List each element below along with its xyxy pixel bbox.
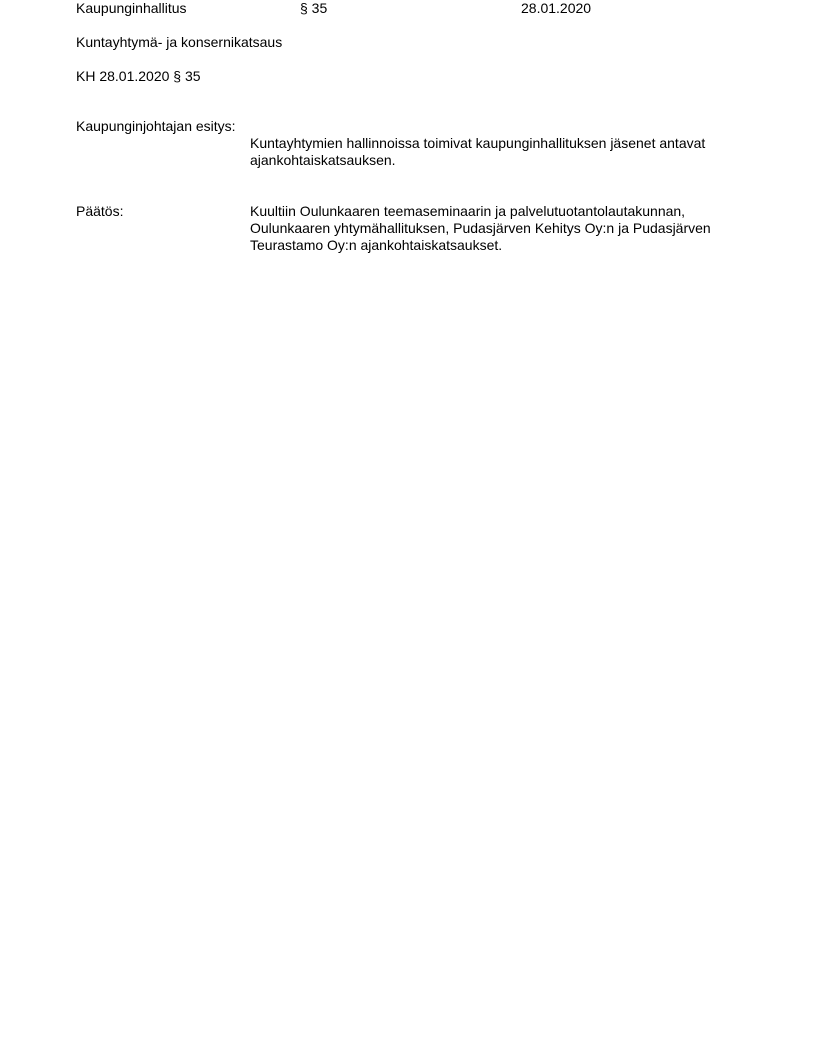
decision-line: Oulunkaaren yhtymähallituksen, Pudasjärven Kehitys Oy:n ja Pudasjärven [250,220,711,236]
decision-line: Kuultiin Oulunkaaren teemaseminaarin ja palvelutuotantolautakunnan, [250,203,686,219]
header-section: § 35 [300,0,328,16]
proposal-label: Kaupunginjohtajan esitys: [76,118,236,134]
proposal-text [250,135,705,169]
meeting-reference: KH 28.01.2020 § 35 [76,68,201,84]
decision-text [250,203,711,254]
decision-label: Päätös: [76,203,124,219]
document-title: Kuntayhtymä- ja konsernikatsaus [76,34,283,50]
proposal-line: Kuntayhtymien hallinnoissa toimivat kaupunginhallituksen jäsenet antavat [250,135,706,151]
decision-line: Teurastamo Oy:n ajankohtaiskatsaukset. [250,237,503,253]
proposal-line: ajankohtaiskatsauksen. [250,152,396,168]
header-body: Kaupunginhallitus [76,0,187,16]
header-date: 28.01.2020 [521,0,592,16]
